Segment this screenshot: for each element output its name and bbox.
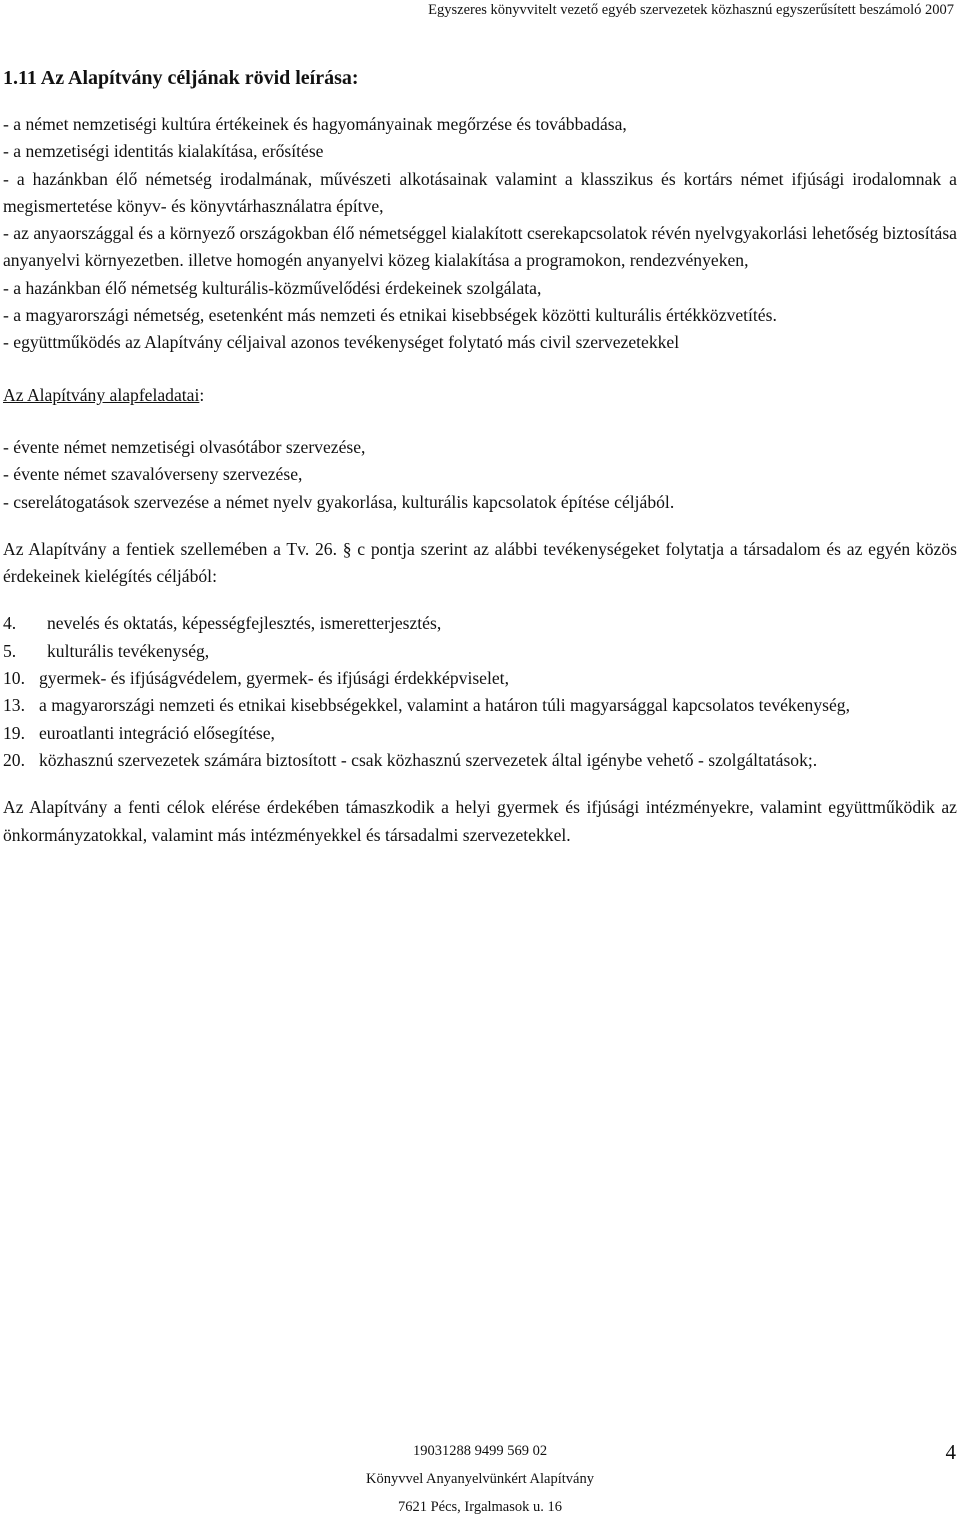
tasks-heading-colon: : <box>199 384 205 405</box>
activity-number: 5. <box>3 640 17 661</box>
running-header: Egyszeres könyvvitelt vezető egyéb szervezetek közhasznú egyszerűsített beszámoló 2007 <box>428 2 954 18</box>
goal-item: - együttműködés az Alapítvány céljaival azonos tevékenységet folytató más civil szervezetekkel <box>3 332 680 353</box>
goal-item: - a hazánkban élő németség irodalmának, művészeti alkotásainak valamint a klasszikus és kortárs német ifjúsági irodalomnak a megismertetése könyv- és könyvtárhasználatra építve, <box>3 168 957 216</box>
tasks-heading <box>3 382 957 409</box>
footer-tax-number: 19031288 9499 569 02 <box>412 1443 548 1459</box>
activity-item <box>3 610 957 637</box>
section-heading: 1.11 Az Alapítvány céljának rövid leírása: <box>3 67 359 89</box>
goal-item: - a német nemzetiségi kultúra értékeinek és hagyományainak megőrzése és továbbadása, <box>3 114 627 134</box>
task-item: - évente német nemzetiségi olvasótábor szervezése, <box>3 436 366 457</box>
activity-number: 19. <box>3 722 25 743</box>
footer-organization: Könyvvel Anyanyelvünkért Alapítvány <box>366 1471 594 1487</box>
activity-number: 10. <box>3 668 25 689</box>
activity-item <box>3 720 957 747</box>
closing-paragraph: Az Alapítvány a fenti célok elérése érdekében támaszkodik a helyi gyermek és ifjúsági intézményekre, valamint együttműködik az önkormányzatokkal, valamint más intézményekkel és társadalmi szervezetekkel. <box>3 797 957 845</box>
goal-item: - az anyaországgal és a környező országokban élő németséggel kialakított cserekapcsolatok révén nyelvgyakorlási lehetőség biztosítása anyanyelvi környezetben. illetve homogén anyanyelvi közeg kialakítása a programokon, rendezvényeken, <box>3 223 957 271</box>
goal-item: - a nemzetiségi identitás kialakítása, erősítése <box>3 141 324 162</box>
activity-text: a magyarországi nemzeti és etnikai kisebbségekkel, valamint a határon túli magyarsággal kapcsolatos tevékenység, <box>39 695 850 716</box>
spacer <box>3 516 957 536</box>
spacer <box>3 774 957 794</box>
law-paragraph: Az Alapítvány a fentiek szellemében a Tv. 26. § c pontja szerint az alábbi tevékenységeket folytatja a társadalom és az egyén közös érdekeinek kielégítés céljából: <box>3 538 957 587</box>
goal-item: - a hazánkban élő németség kulturális-közművelődési érdekeinek szolgálata, <box>3 277 542 298</box>
activity-item <box>3 747 957 774</box>
activity-item <box>3 665 957 692</box>
activity-text: közhasznú szervezetek számára biztosított - csak közhasznú szervezetek által igénybe vehető - szolgáltatások;. <box>39 749 818 770</box>
page-number: 4 <box>945 1440 956 1464</box>
activity-number: 4. <box>3 613 17 634</box>
goal-item: - a magyarországi németség, esetenként más nemzeti és etnikai kisebbségek közötti kulturális értékközvetítés. <box>3 305 777 326</box>
goals-list <box>3 111 957 357</box>
page-footer <box>0 1437 960 1521</box>
task-item: - cserelátogatások szervezése a német nyelv gyakorlása, kulturális kapcsolatok építése céljából. <box>3 491 675 512</box>
activity-text: nevelés és oktatás, képességfejlesztés, ismeretterjesztés, <box>47 613 442 634</box>
spacer <box>3 590 957 610</box>
activity-text: kulturális tevékenység, <box>47 640 210 661</box>
footer-address: 7621 Pécs, Irgalmasok u. 16 <box>397 1499 563 1515</box>
activity-text: euroatlanti integráció elősegítése, <box>39 722 275 743</box>
activity-number: 20. <box>3 749 25 770</box>
activity-item <box>3 638 957 665</box>
task-item: - évente német szavalóverseny szervezése, <box>3 464 303 485</box>
activity-text: gyermek- és ifjúságvédelem, gyermek- és ifjúsági érdekképviselet, <box>39 668 509 689</box>
activities-list <box>3 610 957 774</box>
tasks-heading-text: Az Alapítvány alapfeladatai <box>3 384 200 405</box>
tasks-list <box>3 434 957 516</box>
page-content <box>3 64 957 849</box>
activity-item <box>3 692 957 719</box>
activity-number: 13. <box>3 695 25 716</box>
